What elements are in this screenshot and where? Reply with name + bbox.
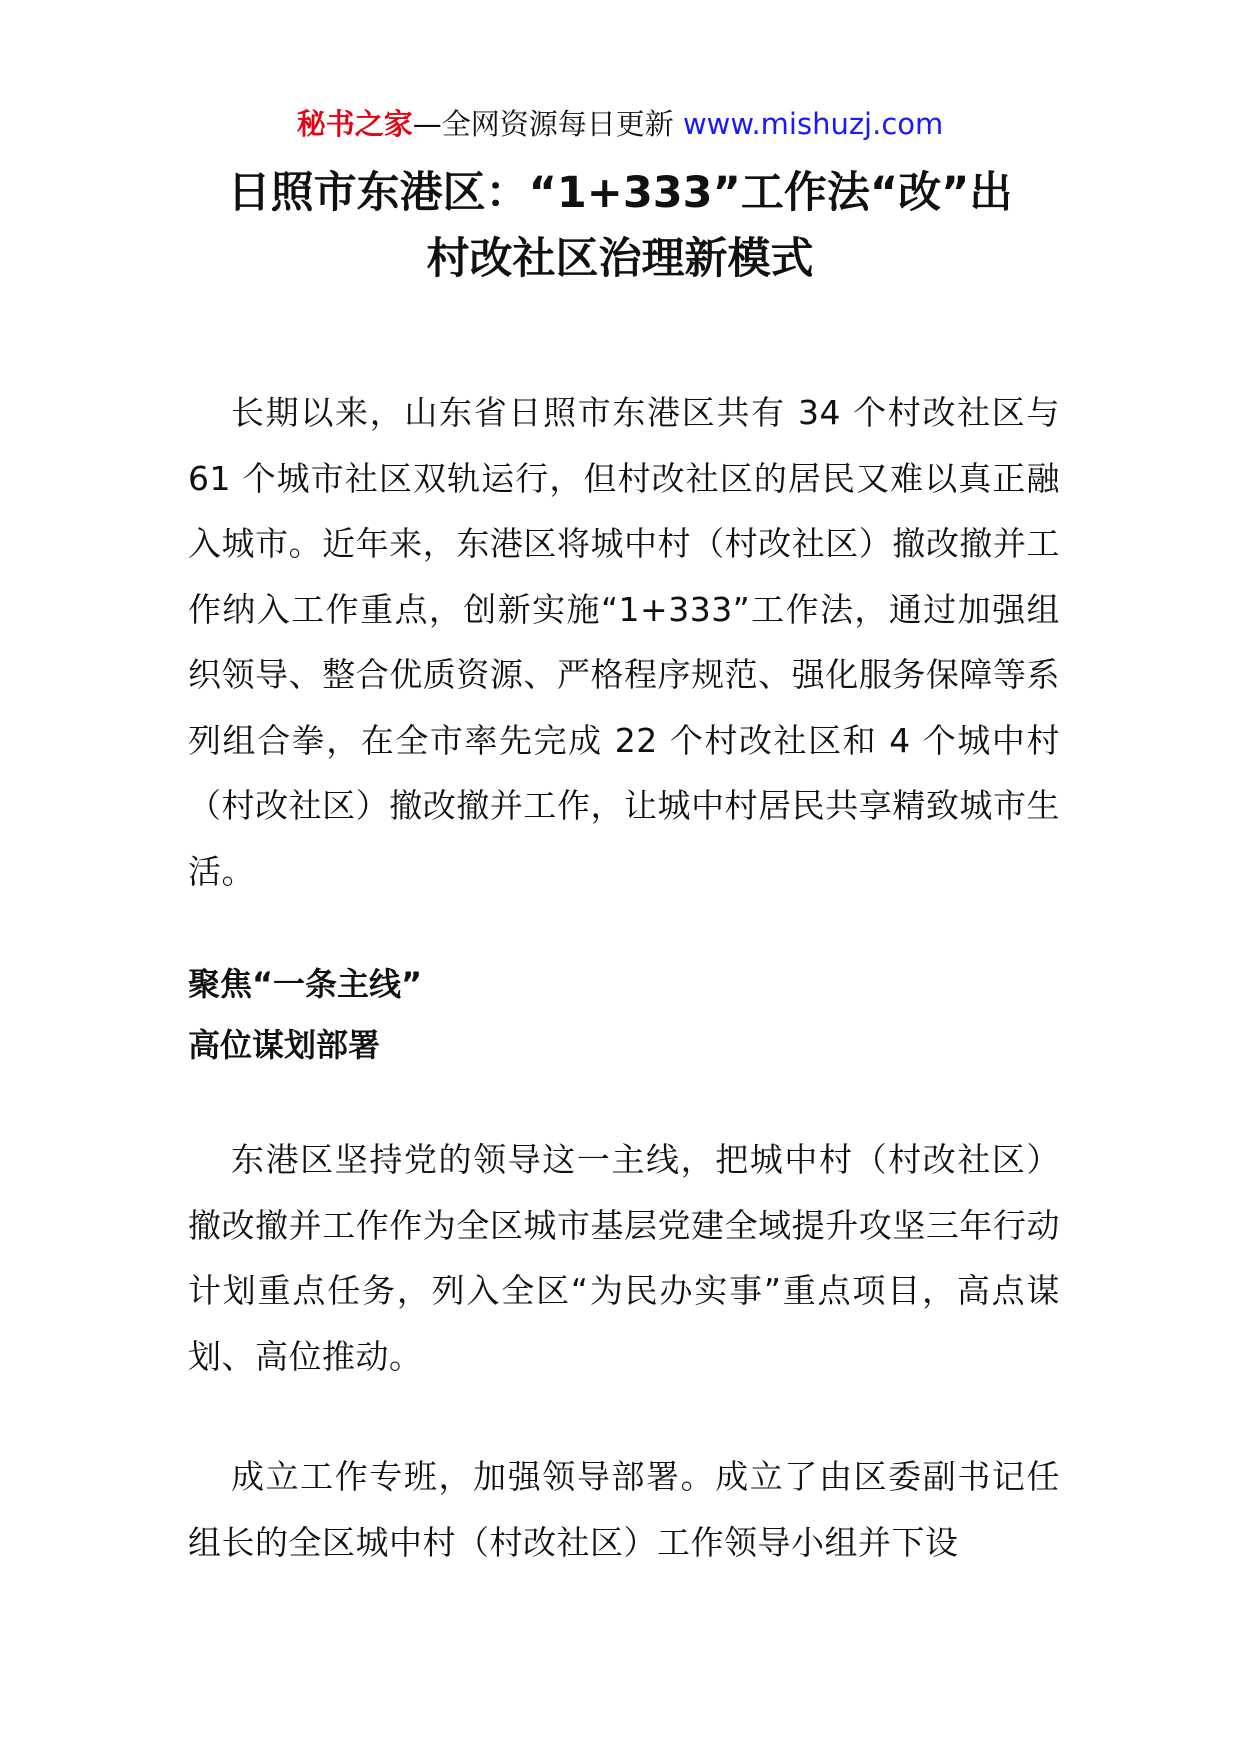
- section-paragraph-2: 成立工作专班，加强领导部署。成立了由区委副书记任组长的全区城中村（村改社区）工作领导小组并下设: [188, 1457, 1060, 1562]
- title-line-1: 日照市东港区：“1+333”工作法“改”出: [227, 168, 1013, 218]
- intro-paragraph: 长期以来，山东省日照市东港区共有 34 个村改社区与 61 个城市社区双轨运行，但村改社区的居民又难以真正融入城市。近年来，东港区将城中村（村改社区）撤改撤并工作纳入工作重点，创新实施“1+333”工作法，通过加强组织领导、整合优质资源、严格程序规范、强化服务保障等系列组合拳，在全市率先完成 22 个村改社区和 4 个城中村（村改社区）撤改撤并工作，让城中村居民共享精致城市生活。: [188, 393, 1060, 891]
- section-paragraph-1: 东港区坚持党的领导这一主线，把城中村（村改社区）撤改撤并工作作为全区城市基层党建全域提升攻坚三年行动计划重点任务，列入全区“为民办实事”重点项目，高点谋划、高位推动。: [188, 1140, 1060, 1376]
- section-heading-line-2: 高位谋划部署: [188, 1026, 381, 1064]
- title-line-2: 村改社区治理新模式: [426, 234, 814, 284]
- site-banner: [0, 104, 1240, 144]
- section-body: [188, 1127, 1060, 1389]
- banner-tagline: —全网资源每日更新: [412, 107, 683, 141]
- section-heading-block: [188, 954, 1060, 1076]
- brand-name: 秘书之家: [296, 107, 413, 141]
- section-body-2: [188, 1444, 1060, 1575]
- intro-section: [188, 380, 1060, 904]
- section-heading-line-1: 聚焦“一条主线”: [188, 965, 423, 1003]
- document-title: [150, 160, 1090, 292]
- banner-url-link[interactable]: www.mishuzj.com: [682, 107, 944, 141]
